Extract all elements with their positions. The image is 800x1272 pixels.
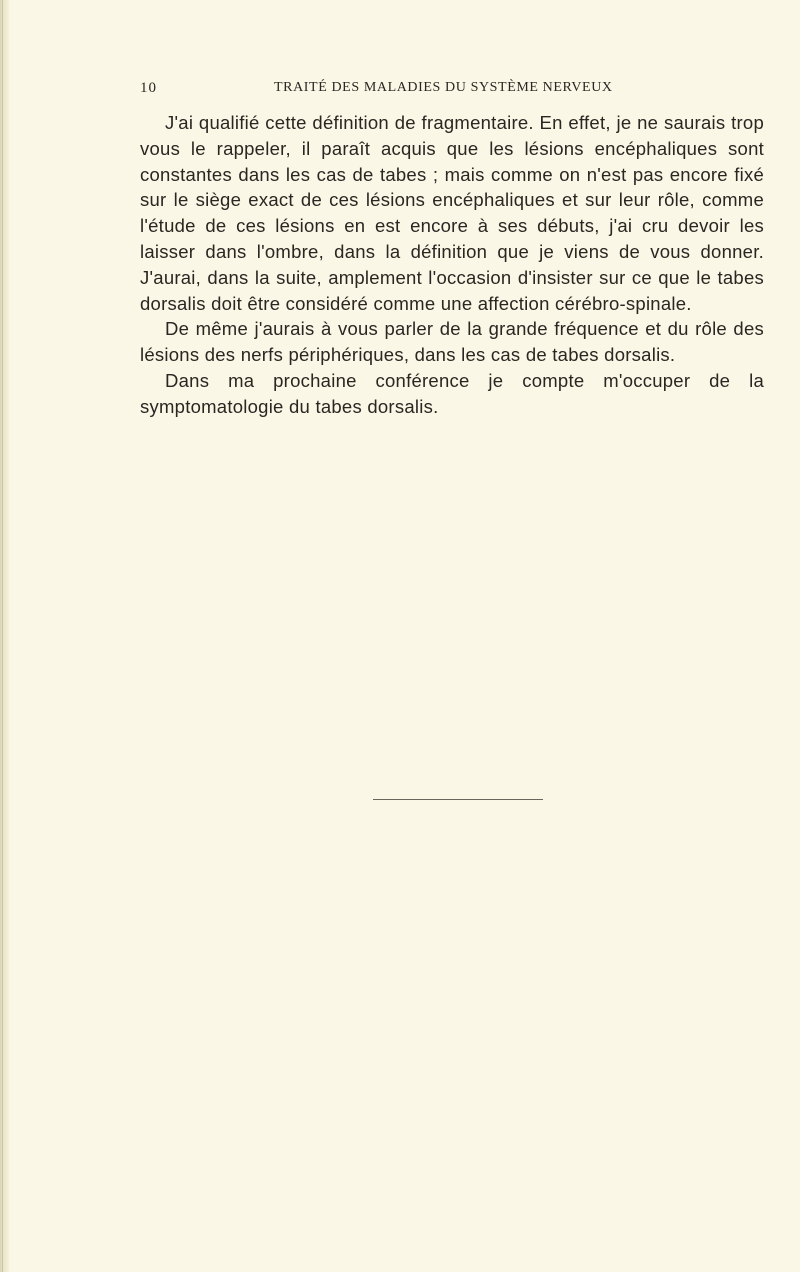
running-head — [140, 80, 700, 102]
paragraph-peripheral-nerves: De même j'aurais à vous parler de la grande fréquence et du rôle des lésions des nerfs périphériques, dans les cas de tabes dorsalis. — [140, 318, 764, 366]
separator-rule — [373, 799, 543, 800]
running-title: TRAITÉ DES MALADIES DU SYSTÈME NERVEUX — [274, 80, 613, 95]
paragraph-next-lecture: Dans ma prochaine conférence je compte m'occuper de la symptomatologie du tabes dorsalis. — [140, 369, 764, 417]
paragraph-definition: J'ai qualifié cette définition de fragmentaire. En effet, je ne saurais trop vous le rappeler, il paraît acquis que les lésions encéphaliques sont constantes dans les cas de tabes ; mais comme on n'est pas encore fixé sur le siège exact de ces lésions encéphaliques et sur leur rôle, comme l'étude de ces lésions en est encore à ses débuts, j'ai cru devoir les laisser dans l'ombre, dans la définition que je viens de vous donner. J'aurai, dans la suite, amplement l'occasion d'insister sur ce que le tabes dorsalis doit être considéré comme une affection cérébro-spinale. — [140, 112, 764, 314]
body-text — [140, 110, 764, 420]
binding-line — [2, 0, 3, 1272]
page-number: 10 — [140, 80, 157, 96]
